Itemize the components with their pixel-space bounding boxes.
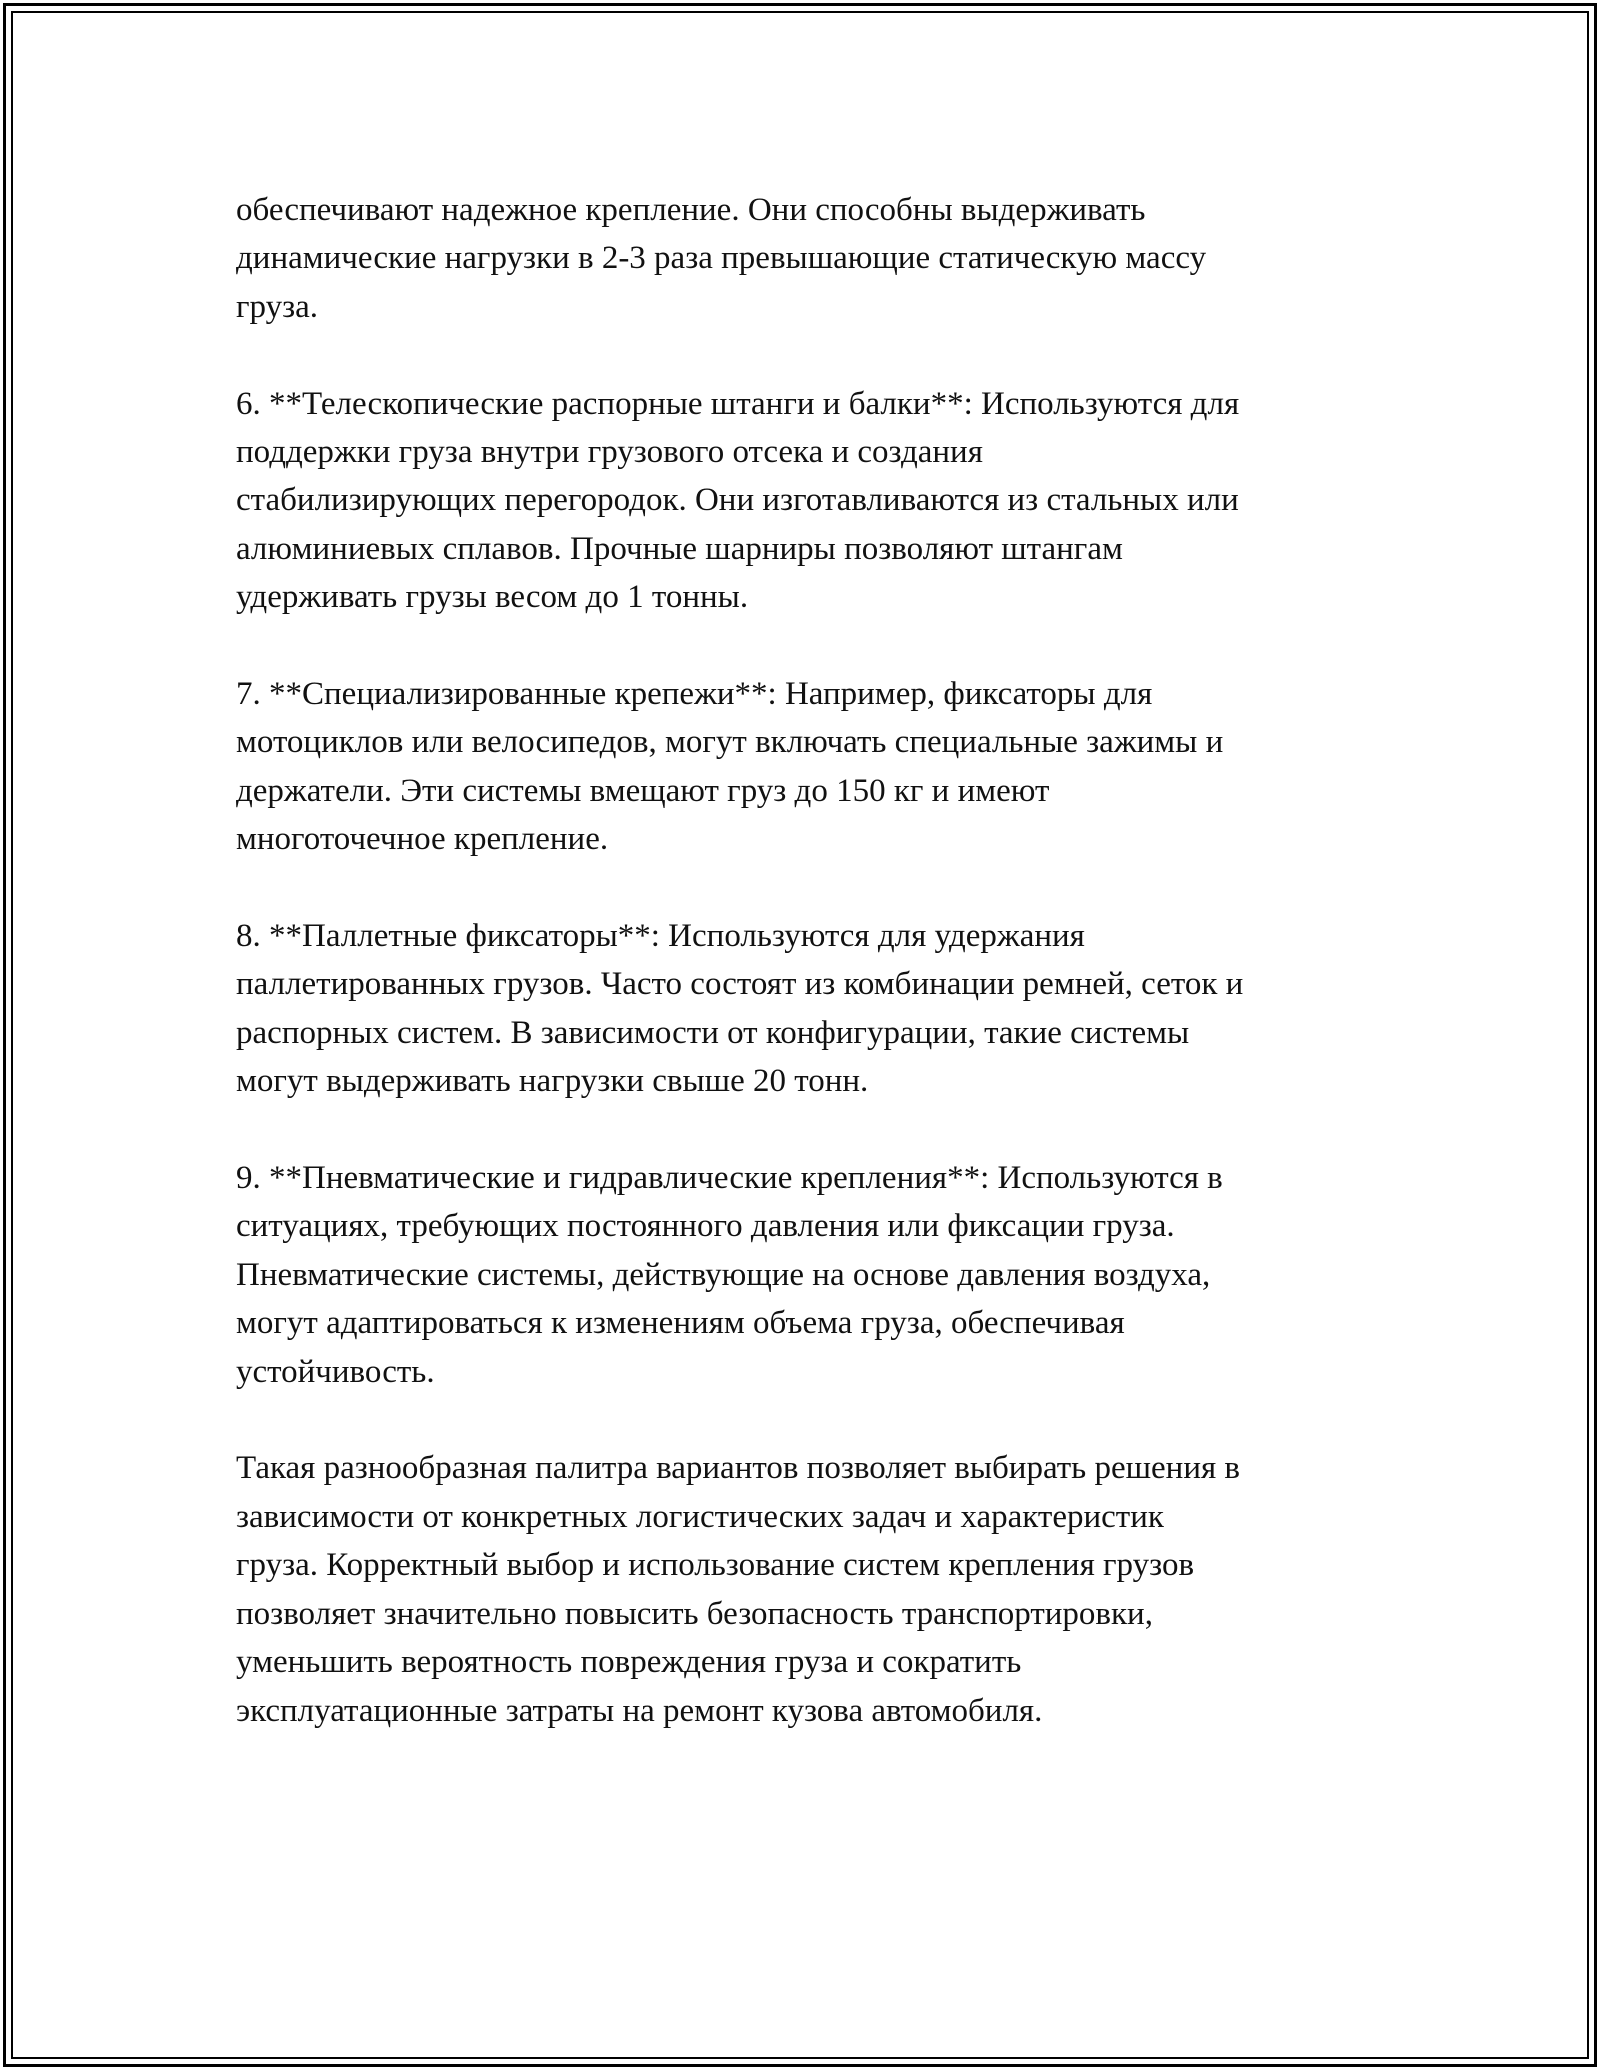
paragraph-item-6: 6. **Телескопические распорные штанги и балки**: Используются для поддержки груза внутри грузового отсека и создания стабилизирующих перегородок. Они изготавливаются из стальных или алюминиевых сплавов. Прочные шарниры позволяют штангам удерживать грузы весом до 1 тонны.	[236, 385, 1240, 616]
paragraph-conclusion: Такая разнообразная палитра вариантов позволяет выбирать решения в зависимости от конкретных логистических задач и характеристик груза. Корректный выбор и использование систем крепления грузов позволяет значительно повысить безопасность транспортировки, уменьшить вероятность повреждения груза и сократить эксплуатационные затраты на ремонт кузова автомобиля.	[236, 1450, 1241, 1729]
paragraph-item-8: 8. **Паллетные фиксаторы**: Используются для удержания паллетированных грузов. Часто состоят из комбинации ремней, сеток и распорных систем. В зависимости от конфигурации, такие системы могут выдерживать нагрузки свыше 20 тонн.	[236, 918, 1244, 1100]
paragraph-continuation: обеспечивают надежное крепление. Они способны выдерживать динамические нагрузки в 2-3 раза превышающие статическую массу груза.	[236, 192, 1207, 325]
paragraph-item-9: 9. **Пневматические и гидравлические крепления**: Используются в ситуациях, требующих постоянного давления или фиксации груза. Пневматические системы, действующие на основе давления воздуха, могут адаптироваться к изменениям объема груза, обеспечивая устойчивость.	[236, 1160, 1223, 1390]
document-body	[236, 186, 1386, 1735]
paragraph-item-7: 7. **Специализированные крепежи**: Например, фиксаторы для мотоциклов или велосипедов, могут включать специальные зажимы и держатели. Эти системы вмещают груз до 150 кг и имеют многоточечное крепление.	[236, 676, 1224, 858]
